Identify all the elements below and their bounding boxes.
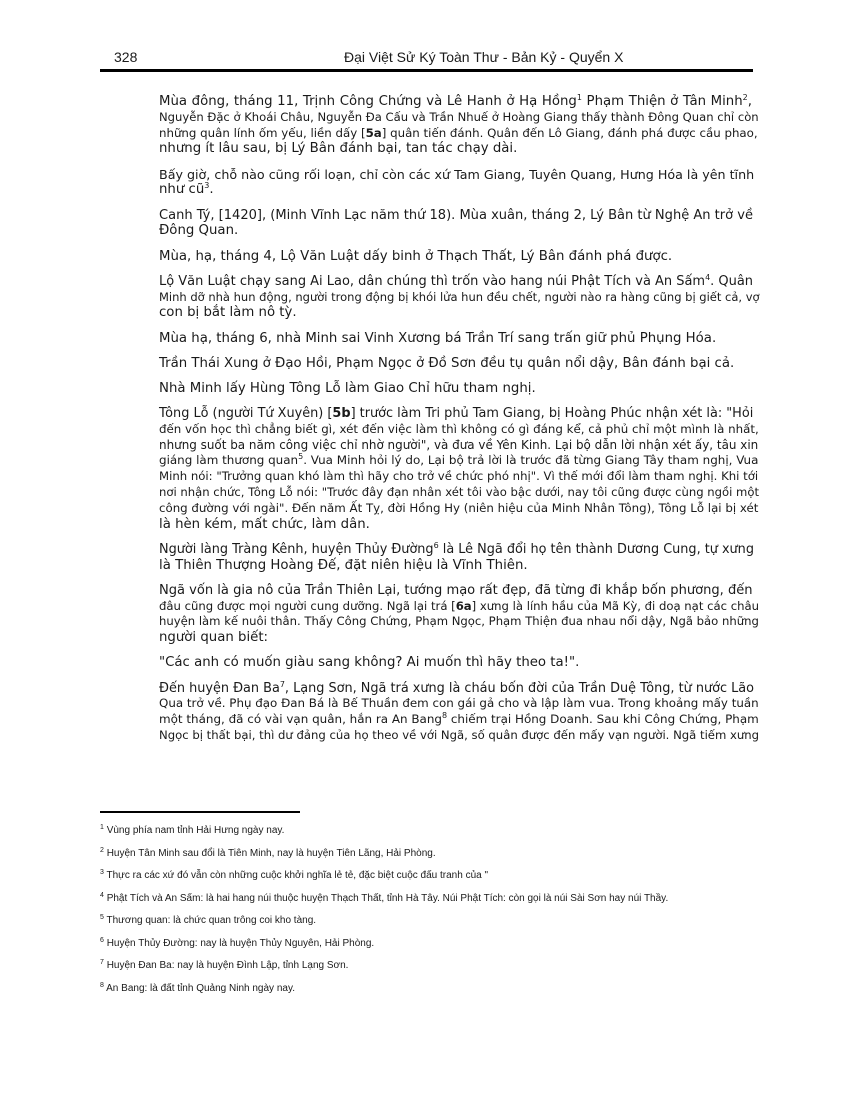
page-number: 328 <box>114 49 138 65</box>
paragraph: Mùa, hạ, tháng 4, Lộ Văn Luật dấy binh ở Thạch Thất, Lý Bân đánh phá được. <box>159 248 673 264</box>
footnote: $^7$ Huyện Đan Ba: nay là huyện Đình Lập, tỉnh Lạng Sơn. <box>100 959 349 971</box>
footnote: $^2$ Huyện Tân Minh sau đổi là Tiên Minh, nay là huyện Tiên Lãng, Hải Phòng. <box>100 846 436 859</box>
header-rule <box>100 69 753 72</box>
paragraph: Trần Thái Xung ở Đạo Hồi, Phạm Ngọc ở Đồ Sơn đều tụ quân nổi dậy, Bân đánh bại cả. <box>159 355 735 371</box>
footnote-ref: 1 <box>576 93 582 102</box>
paragraph: Mùa đông, tháng 11, Trịnh Công Chứng và Lê Hanh ở Hạ Hồng$^1$ Phạm Thiện ở Tân Minh$^2$, Nguyễn Đặc ở Khoái Châu, Nguyễn Đa Cấu và Trần Nhuế ở Hoàng Giang thấy thành Đông Quan chỉ còn những quân lính ốm yếu, liền dấy [5a] quân tiến đánh. Quân đến Lô Giang, đánh phá được cầu phao, nhưng ít lâu sau, bị Lý Bân đánh bại, tan tác chạy dài. <box>159 93 759 157</box>
footnote-ref: 6 <box>433 540 439 550</box>
paragraph: Lộ Văn Luật chạy sang Ai Lao, dân chúng thì trốn vào hang núi Phật Tích và An Sấm$^4$. Quân Minh dỡ nhà hun động, người trong động bị khói lửa hun đều chết, người nào ra hàng cũng bị giết cả, vợ con bị bắt làm nô tỳ. <box>159 272 760 321</box>
footnote-ref: 7 <box>279 679 285 689</box>
footnotes <box>100 825 760 1005</box>
source-page-marker: 6a <box>455 598 472 613</box>
paragraph: Đến huyện Đan Ba$^7$, Lạng Sơn, Ngã trá xưng là cháu bốn đời của Trần Duệ Tông, từ nước Lão Qua trở về. Phụ đạo Đan Bá là Bế Thuần đem con gái gả cho và lập làm vua. Trong khoảng mấy tuần một tháng, đã có vài vạn quân, hắn ra An Bang$^8$ chiếm trại Hồng Doanh. Sau khi Công Chứng, Phạm Ngọc bị thất bại, thì dư đảng của họ theo về với Ngã, số quân được đến mấy vạn người. Ngã tiếm xưng <box>159 679 760 742</box>
paragraph: Ngã vốn là gia nô của Trần Thiên Lại, tướng mạo rất đẹp, đã từng đi khắp bốn phương, đến đâu cũng được mọi người cung dưỡng. Ngã lại trá [6a] xưng là lính hầu của Mã Kỳ, đi doạ nạt các châu huyện làm kế nuôi thân. Thấy Công Chứng, Phạm Ngọc, Phạm Thiện đua nhau nổi dậy, Ngã bảo những người quan biết: <box>159 582 760 646</box>
footnote-ref: 5 <box>298 452 304 462</box>
footnote-ref: 4 <box>705 272 711 282</box>
source-page-marker: 5b <box>332 406 351 422</box>
paragraph: Nhà Minh lấy Hùng Tông Lỗ làm Giao Chỉ hữu tham nghị. <box>159 380 536 396</box>
footnote: $^1$ Vùng phía nam tỉnh Hải Hưng ngày nay. <box>100 824 285 836</box>
footnote: $^3$ Thực ra các xứ đó vẫn còn những cuộc khởi nghĩa lẻ tẻ, đặc biệt cuộc đấu tranh của " <box>100 869 489 881</box>
body-text <box>101 93 760 753</box>
paragraph: Mùa hạ, tháng 6, nhà Minh sai Vinh Xương bá Trần Trí sang trấn giữ phủ Phụng Hóa. <box>159 330 717 346</box>
page-header <box>100 49 753 69</box>
source-page-marker: 5a <box>365 125 382 140</box>
footnote: $^6$ Huyện Thủy Đường: nay là huyện Thủy Nguyên, Hải Phòng. <box>100 936 375 949</box>
footnote-separator <box>100 811 300 813</box>
book-title: Đại Việt Sử Ký Toàn Thư - Bản Kỷ - Quyển X <box>344 49 624 65</box>
footnote-ref: 2 <box>742 93 748 102</box>
footnote-ref: 3 <box>204 181 210 191</box>
footnote-ref: 8 <box>441 711 448 721</box>
footnote: $^8$ An Bang: là đất tỉnh Quảng Ninh ngày nay. <box>100 981 295 994</box>
paragraph: Bấy giờ, chỗ nào cũng rối loạn, chỉ còn các xứ Tam Giang, Tuyên Quang, Hưng Hóa là yên tĩnh như $cũ^3$. <box>159 166 755 198</box>
footnote: $^5$ Thương quan: là chức quan trông coi kho tàng. <box>100 914 317 926</box>
paragraph: Người làng Tràng Kênh, huyện Thủy Đường$^6$ là Lê Ngã đổi họ tên thành Dương Cung, tự xưng là Thiên Thượng Hoàng Đế, đặt niên hiệu là Vĩnh Thiên. <box>159 540 754 573</box>
paragraph: Tông Lỗ (người Tứ Xuyên) [5b] trước làm Tri phủ Tam Giang, bị Hoàng Phúc nhận xét là: "Hỏi đến vốn học thì chẳng biết gì, xét đến việc làm thì không có gì đáng kể, cả phủ chỉ một mình là nhất, nhưng suốt ba năm công việc chỉ nhờ người", và đưa về Yên Kinh. Lại bộ dẫn lời nhận xét ấy, tâu xin giáng làm thương quan$^5$. Vua Minh hỏi lý do, Lại bộ trả lời là trước đã từng Giang Tây tham nghị, Vua Minh nói: "Trưởng quan khó làm thì hãy cho trở về chức phó nhị". Vì thế mới đổi làm tham nghị. Khi tới nơi nhận chức, Tông Lỗ nói: "Trước đây đạn nhân xét tôi vào bậc dưới, nay tôi cũng được cùng ngồi một công đường với ngài". Đến năm Ất Tỵ, đời Hồng Hy (niên hiệu của Minh Nhân Tông), Tông Lỗ lại bị xét là hèn kém, mất chức, làm dân. <box>159 406 760 532</box>
paragraph: Canh Tý, [1420], (Minh Vĩnh Lạc năm thứ 18). Mùa xuân, tháng 2, Lý Bân từ Nghệ An trở về Đông Quan. <box>159 207 753 239</box>
paragraph: "Các anh có muốn giàu sang không? Ai muốn thì hãy theo ta!". <box>159 655 580 671</box>
footnote: $^4$ Phật Tích và An Sấm: là hai hang núi thuộc huyện Thạch Thất, tỉnh Hà Tây. Núi Phật Tích: còn gọi là núi Sài Sơn hay núi Thầy. <box>100 891 669 904</box>
